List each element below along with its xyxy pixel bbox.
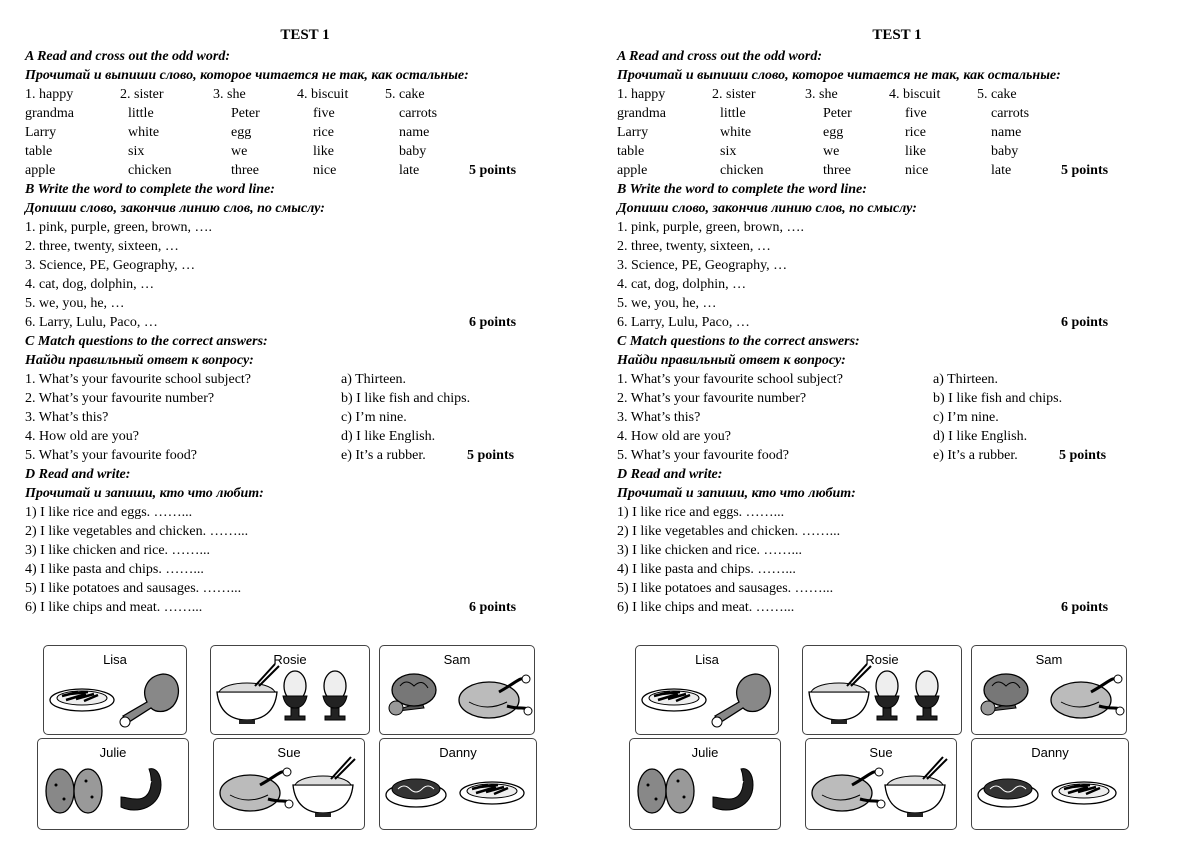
question-item: 1. What’s your favourite school subject? [25, 372, 252, 387]
person-name: Lisa [695, 652, 719, 667]
odd-word-cell: grandma [25, 106, 74, 121]
read-write-item: 5) I like potatoes and sausages. ……... [25, 581, 242, 596]
odd-word-cell: white [128, 125, 160, 140]
odd-word-cell: like [905, 144, 926, 159]
word-line-item: 6. Larry, Lulu, Paco, … [617, 315, 750, 330]
odd-word-cell: three [231, 163, 259, 178]
worksheet-left [25, 0, 585, 851]
section-d-points: 6 points [1061, 600, 1109, 615]
egg-cup-icon [915, 671, 939, 720]
picture-card [635, 645, 779, 735]
odd-word-cell: nice [905, 163, 929, 178]
picture-card [379, 645, 535, 735]
word-line-item: 5. we, you, he, … [25, 296, 125, 311]
odd-word-cell: six [720, 144, 737, 159]
odd-word-cell: name [399, 125, 430, 140]
odd-word-cell: Larry [25, 125, 57, 140]
answer-item: b) I like fish and chips. [341, 391, 471, 406]
person-name: Sam [443, 652, 471, 667]
answer-item: d) I like English. [933, 429, 1028, 444]
read-write-item: 6) I like chips and meat. ……... [25, 600, 203, 615]
question-item: 4. How old are you? [25, 429, 139, 444]
person-name: Sue [869, 745, 893, 760]
read-write-item: 1) I like rice and eggs. ……... [25, 505, 193, 520]
read-write-item: 1) I like rice and eggs. ……... [617, 505, 785, 520]
person-name: Danny [439, 745, 477, 760]
pasta-plate-icon [386, 779, 446, 807]
section-c-points: 5 points [1059, 448, 1107, 463]
chips-plate-icon [460, 782, 524, 804]
section-a-points: 5 points [469, 163, 517, 178]
picture-card [210, 645, 370, 735]
odd-word-cell: 4. biscuit [889, 87, 941, 102]
section-c-points: 5 points [467, 448, 515, 463]
word-line-item: 4. cat, dog, dolphin, … [617, 277, 747, 292]
picture-card [802, 645, 962, 735]
word-line-item: 3. Science, PE, Geography, … [25, 258, 196, 273]
odd-word-cell: 3. she [213, 87, 246, 102]
word-line-item: 4. cat, dog, dolphin, … [25, 277, 155, 292]
odd-word-cell: Peter [823, 106, 852, 121]
section-a-heading: A Read and cross out the odd word: [25, 49, 230, 64]
odd-word-cell: 2. sister [120, 87, 164, 102]
word-line-item: 2. three, twenty, sixteen, … [617, 239, 771, 254]
odd-word-cell: baby [991, 144, 1019, 159]
section-d-points: 6 points [469, 600, 517, 615]
word-line-item: 3. Science, PE, Geography, … [617, 258, 788, 273]
person-name: Sam [1035, 652, 1063, 667]
ham-leg-icon [712, 674, 770, 727]
odd-word-cell: late [399, 163, 420, 178]
chips-plate-icon [1052, 782, 1116, 804]
odd-word-cell: rice [905, 125, 926, 140]
roast-chicken-icon [1051, 675, 1124, 718]
question-item: 2. What’s your favourite number? [25, 391, 215, 406]
section-d-heading: D Read and write: [617, 467, 723, 482]
answer-item: e) It’s a rubber. [933, 448, 1018, 463]
roast-chicken-icon [220, 768, 293, 811]
odd-word-cell: chicken [720, 163, 764, 178]
odd-word-cell: five [905, 106, 927, 121]
answer-item: b) I like fish and chips. [933, 391, 1063, 406]
question-item: 1. What’s your favourite school subject? [617, 372, 844, 387]
person-name: Danny [1031, 745, 1069, 760]
sausage-icon [713, 769, 753, 810]
vegetables-icon [981, 674, 1028, 715]
word-line-item: 2. three, twenty, sixteen, … [25, 239, 179, 254]
read-write-item: 3) I like chicken and rice. ……... [617, 543, 803, 558]
question-item: 3. What’s this? [25, 410, 109, 425]
section-b-heading-ru: Допиши слово, закончив линию слов, по смыслу: [25, 201, 325, 216]
person-name: Rosie [865, 652, 899, 667]
section-d-heading-ru: Прочитай и запиши, кто что любит: [617, 486, 856, 501]
section-b-points: 6 points [469, 315, 517, 330]
vegetables-icon [389, 674, 436, 715]
odd-word-cell: white [720, 125, 752, 140]
odd-word-cell: name [991, 125, 1022, 140]
odd-word-cell: 4. biscuit [297, 87, 349, 102]
test-title: TEST 1 [872, 27, 922, 43]
odd-word-cell: baby [399, 144, 427, 159]
roast-chicken-icon [812, 768, 885, 811]
ham-leg-icon [120, 674, 178, 727]
answer-item: a) Thirteen. [933, 372, 999, 387]
question-item: 2. What’s your favourite number? [617, 391, 807, 406]
person-name: Lisa [103, 652, 127, 667]
odd-word-cell: six [128, 144, 145, 159]
question-item: 4. How old are you? [617, 429, 731, 444]
roast-chicken-icon [459, 675, 532, 718]
picture-card [37, 738, 189, 830]
odd-word-cell: Peter [231, 106, 260, 121]
read-write-item: 2) I like vegetables and chicken. ……... [25, 524, 249, 539]
rice-bowl-icon [293, 757, 355, 817]
potatoes-icon [46, 769, 102, 813]
odd-word-cell: apple [617, 163, 648, 178]
section-c-heading-ru: Найди правильный ответ к вопросу: [25, 353, 254, 368]
answer-item: e) It’s a rubber. [341, 448, 426, 463]
chips-plate-icon [642, 689, 706, 711]
odd-word-cell: carrots [991, 106, 1030, 121]
picture-card [43, 645, 187, 735]
odd-word-cell: five [313, 106, 335, 121]
odd-word-cell: egg [231, 125, 252, 140]
section-b-points: 6 points [1061, 315, 1109, 330]
odd-word-cell: we [823, 144, 840, 159]
section-a-points: 5 points [1061, 163, 1109, 178]
odd-word-cell: 1. happy [617, 87, 666, 102]
egg-cup-icon [875, 671, 899, 720]
potatoes-icon [638, 769, 694, 813]
chips-plate-icon [50, 689, 114, 711]
odd-word-cell: 3. she [805, 87, 838, 102]
odd-word-cell: little [720, 106, 746, 121]
odd-word-cell: 1. happy [25, 87, 74, 102]
section-d-heading-ru: Прочитай и запиши, кто что любит: [25, 486, 264, 501]
answer-item: c) I’m nine. [933, 410, 999, 425]
answer-item: d) I like English. [341, 429, 436, 444]
odd-word-cell: rice [313, 125, 334, 140]
section-c-heading: C Match questions to the correct answers: [617, 334, 860, 349]
read-write-item: 6) I like chips and meat. ……... [617, 600, 795, 615]
odd-word-cell: 5. cake [977, 87, 1017, 102]
person-name: Rosie [273, 652, 307, 667]
word-line-item: 1. pink, purple, green, brown, …. [617, 220, 805, 235]
odd-word-cell: carrots [399, 106, 438, 121]
picture-card [971, 645, 1127, 735]
odd-word-cell: apple [25, 163, 56, 178]
section-b-heading: B Write the word to complete the word line: [617, 182, 867, 197]
picture-card [379, 738, 537, 830]
pasta-plate-icon [978, 779, 1038, 807]
test-title: TEST 1 [280, 27, 330, 43]
odd-word-cell: three [823, 163, 851, 178]
odd-word-cell: chicken [128, 163, 172, 178]
egg-cup-icon [283, 671, 307, 720]
person-name: Julie [99, 745, 127, 760]
section-c-heading-ru: Найди правильный ответ к вопросу: [617, 353, 846, 368]
section-b-heading-ru: Допиши слово, закончив линию слов, по смыслу: [617, 201, 917, 216]
odd-word-cell: we [231, 144, 248, 159]
question-item: 5. What’s your favourite food? [25, 448, 197, 463]
section-b-heading: B Write the word to complete the word line: [25, 182, 275, 197]
rice-bowl-icon [809, 664, 871, 724]
read-write-item: 4) I like pasta and chips. ……... [25, 562, 204, 577]
picture-card [971, 738, 1129, 830]
rice-bowl-icon [885, 757, 947, 817]
picture-card [213, 738, 365, 830]
section-c-heading: C Match questions to the correct answers: [25, 334, 268, 349]
answer-item: c) I’m nine. [341, 410, 407, 425]
section-a-heading-ru: Прочитай и выпиши слово, которое читается не так, как остальные: [25, 68, 469, 83]
section-d-heading: D Read and write: [25, 467, 131, 482]
read-write-item: 2) I like vegetables and chicken. ……... [617, 524, 841, 539]
odd-word-cell: grandma [617, 106, 666, 121]
picture-card [629, 738, 781, 830]
person-name: Julie [691, 745, 719, 760]
odd-word-cell: nice [313, 163, 337, 178]
section-a-heading-ru: Прочитай и выпиши слово, которое читается не так, как остальные: [617, 68, 1061, 83]
word-line-item: 1. pink, purple, green, brown, …. [25, 220, 213, 235]
egg-cup-icon [323, 671, 347, 720]
person-name: Sue [277, 745, 301, 760]
odd-word-cell: 5. cake [385, 87, 425, 102]
section-a-heading: A Read and cross out the odd word: [617, 49, 822, 64]
sausage-icon [121, 769, 161, 810]
read-write-item: 3) I like chicken and rice. ……... [25, 543, 211, 558]
read-write-item: 4) I like pasta and chips. ……... [617, 562, 796, 577]
question-item: 5. What’s your favourite food? [617, 448, 789, 463]
read-write-item: 5) I like potatoes and sausages. ……... [617, 581, 834, 596]
odd-word-cell: late [991, 163, 1012, 178]
picture-card [805, 738, 957, 830]
answer-item: a) Thirteen. [341, 372, 407, 387]
odd-word-cell: little [128, 106, 154, 121]
question-item: 3. What’s this? [617, 410, 701, 425]
odd-word-cell: table [25, 144, 53, 159]
word-line-item: 5. we, you, he, … [617, 296, 717, 311]
odd-word-cell: like [313, 144, 334, 159]
rice-bowl-icon [217, 664, 279, 724]
worksheet-right [617, 0, 1177, 851]
word-line-item: 6. Larry, Lulu, Paco, … [25, 315, 158, 330]
odd-word-cell: Larry [617, 125, 649, 140]
odd-word-cell: 2. sister [712, 87, 756, 102]
odd-word-cell: egg [823, 125, 844, 140]
odd-word-cell: table [617, 144, 645, 159]
